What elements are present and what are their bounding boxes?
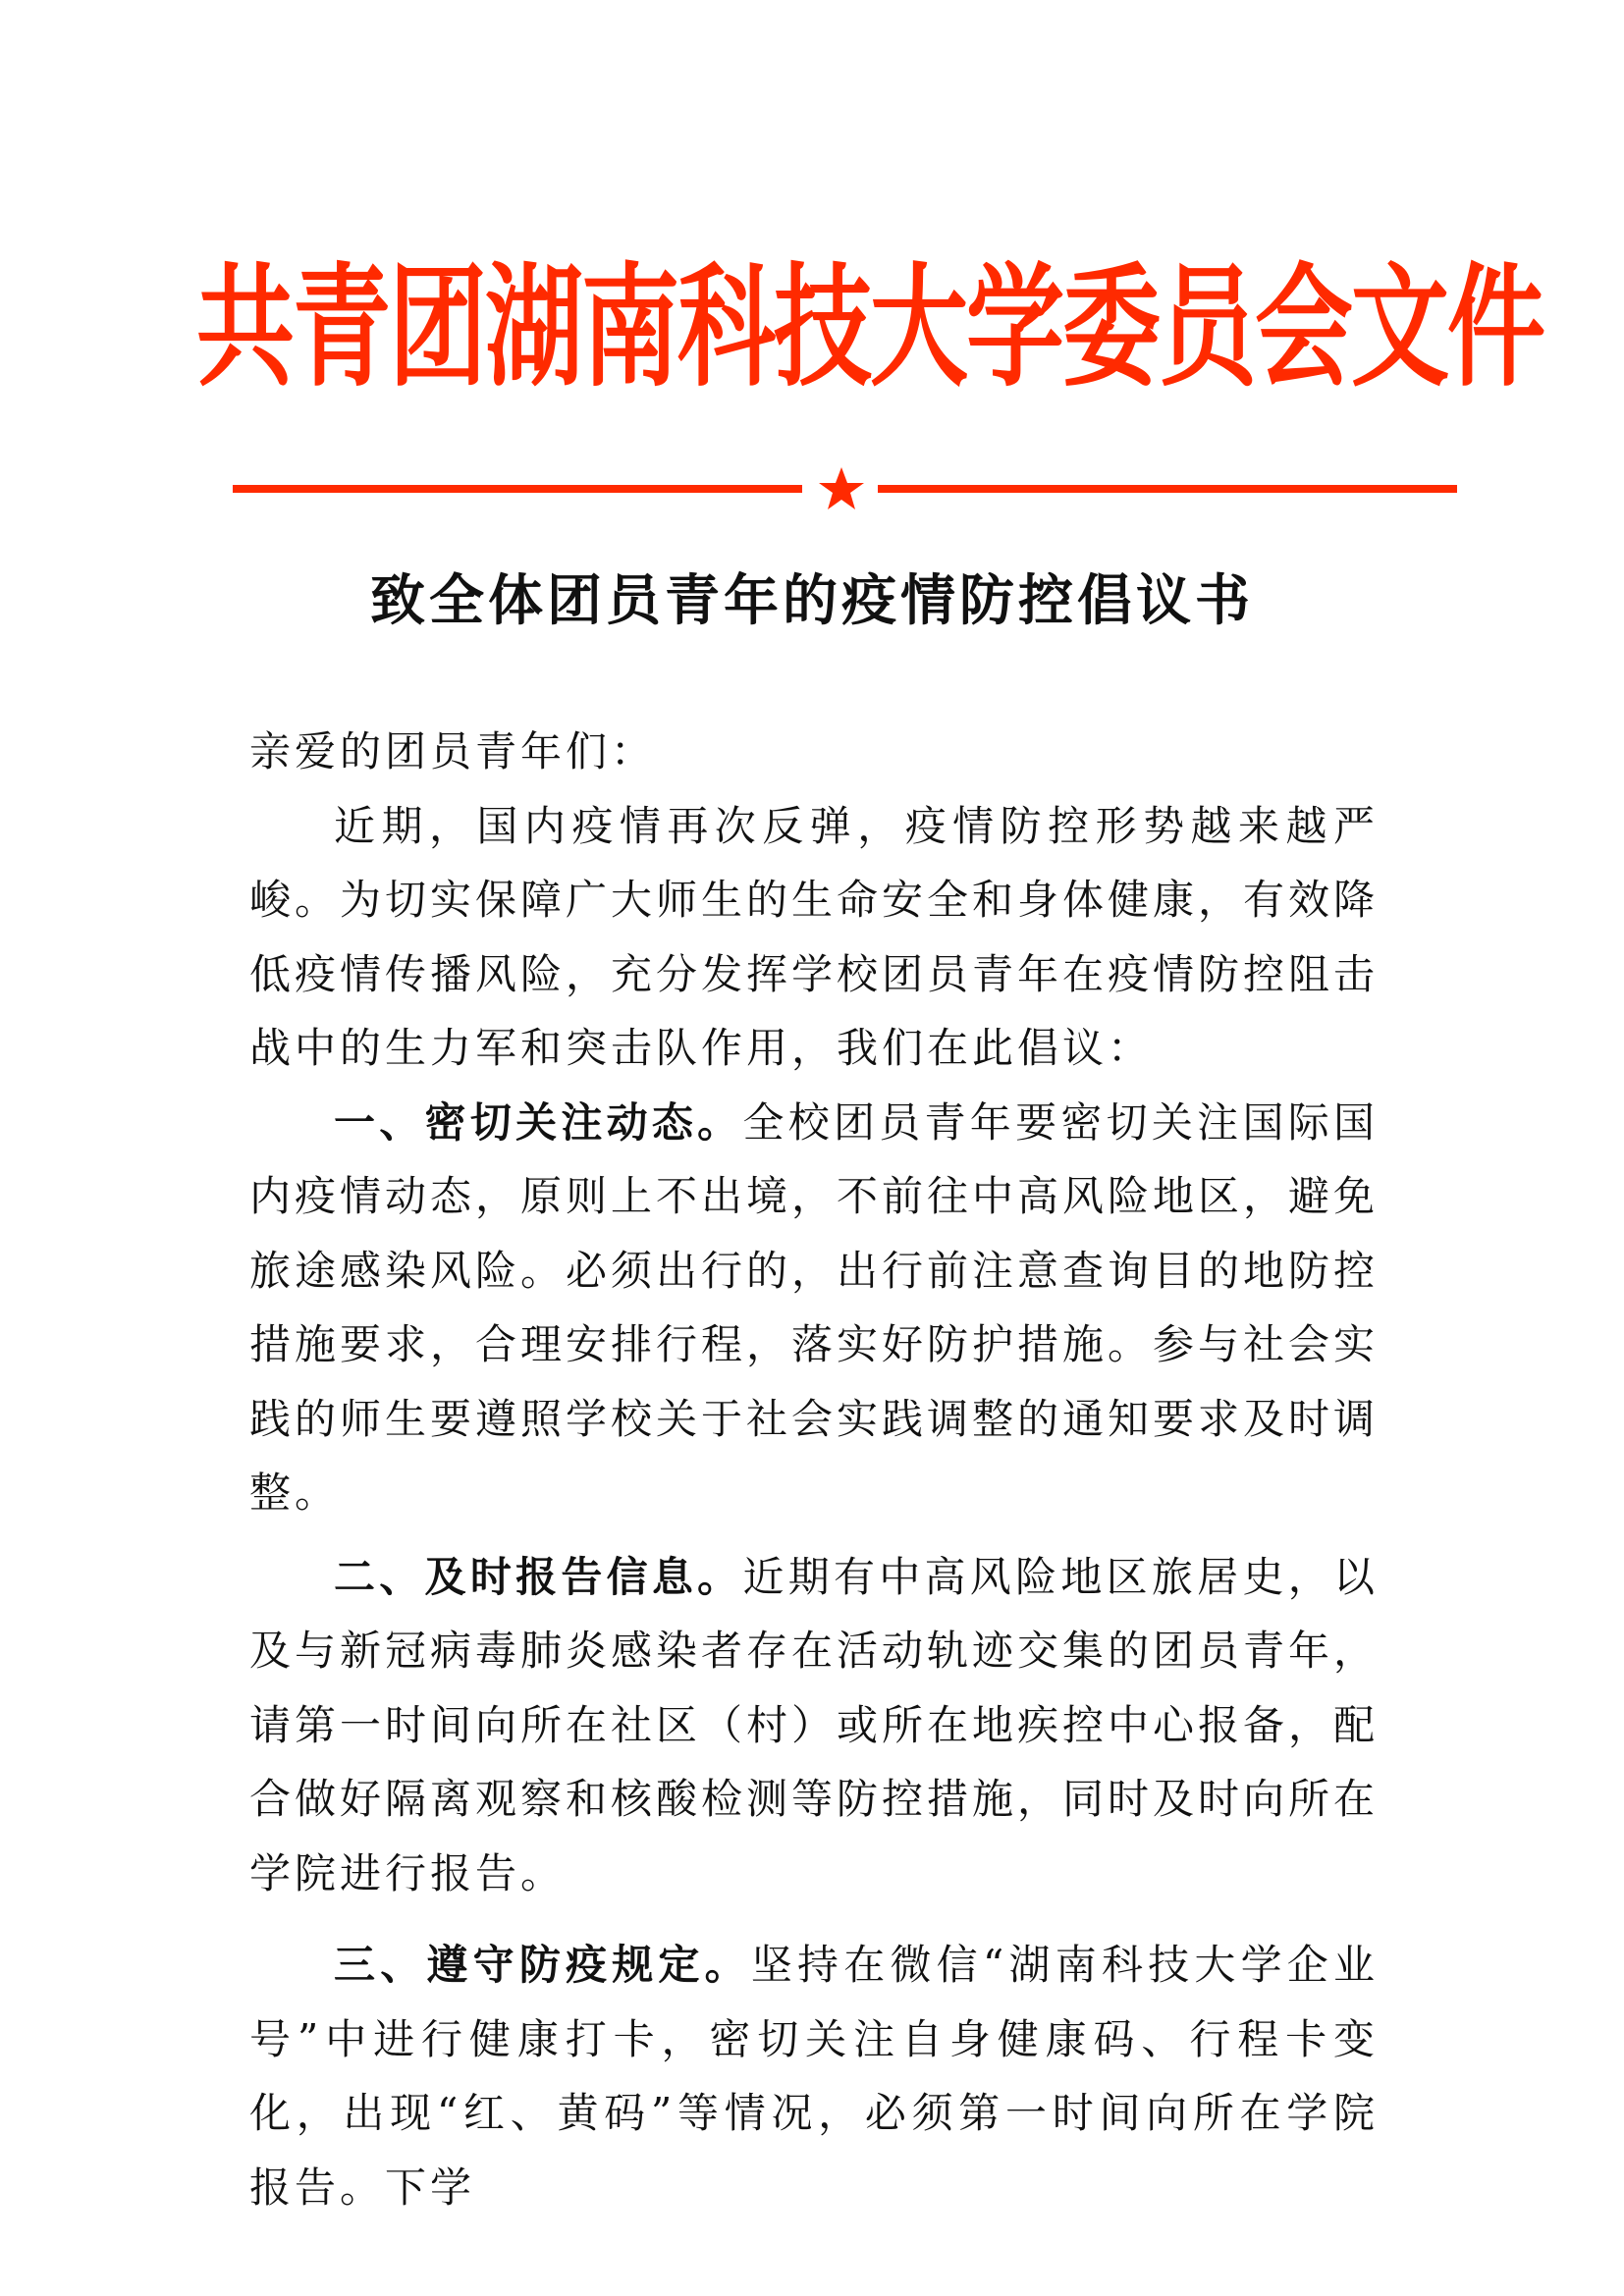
item-text-2: 近期有中高风险地区旅居史，以及与新冠病毒肺炎感染者存在活动轨迹交集的团员青年，请第一时间向所在社区（村）或所在地疾控中心报备，配合做好隔离观察和核酸检测等防控措施，同时及时向所在学院进行报告。 [249, 1552, 1380, 1897]
intro-paragraph: 近期，国内疫情再次反弹，疫情防控形势越来越严峻。为切实保障广大师生的生命安全和身体健康，有效降低疫情传播风险，充分发挥学校团员青年在疫情防控阻击战中的生力军和突击队作用，我们在此倡议： [249, 801, 1380, 1072]
item-paragraph-2 [249, 1540, 1379, 1911]
item-paragraph-3 [249, 1928, 1379, 2224]
masthead-title: 共青团湖南科技大学委员会文件 [196, 248, 1543, 405]
star-shape [819, 467, 864, 509]
item-heading-3: 三、遵守防疫规定。 [334, 1941, 751, 1989]
item-paragraph-1 [249, 1086, 1379, 1530]
divider-line-right [878, 485, 1457, 493]
item-text-1: 全校团员青年要密切关注国际国内疫情动态，原则上不出境，不前往中高风险地区，避免旅途感染风险。必须出行的，出行前注意查询目的地防控措施要求，合理安排行程，落实好防护措施。参与社会实践的师生要遵照学校关于社会实践调整的通知要求及时调整。 [249, 1097, 1380, 1517]
star-icon [817, 465, 866, 514]
item-heading-1: 一、密切关注动态。 [334, 1097, 743, 1147]
item-text-3: 坚持在微信“湖南科技大学企业号”中进行健康打卡，密切关注自身健康码、行程卡变化，出现“红、黄码”等情况，必须第一时间向所在学院报告。下学 [249, 1941, 1379, 2212]
document-title: 致全体团员青年的疫情防控倡议书 [370, 569, 1254, 633]
item-heading-2: 二、及时报告信息。 [334, 1552, 743, 1601]
document-body [249, 715, 1379, 2224]
divider-line-left [233, 485, 802, 493]
salutation: 亲爱的团员青年们： [249, 727, 657, 775]
